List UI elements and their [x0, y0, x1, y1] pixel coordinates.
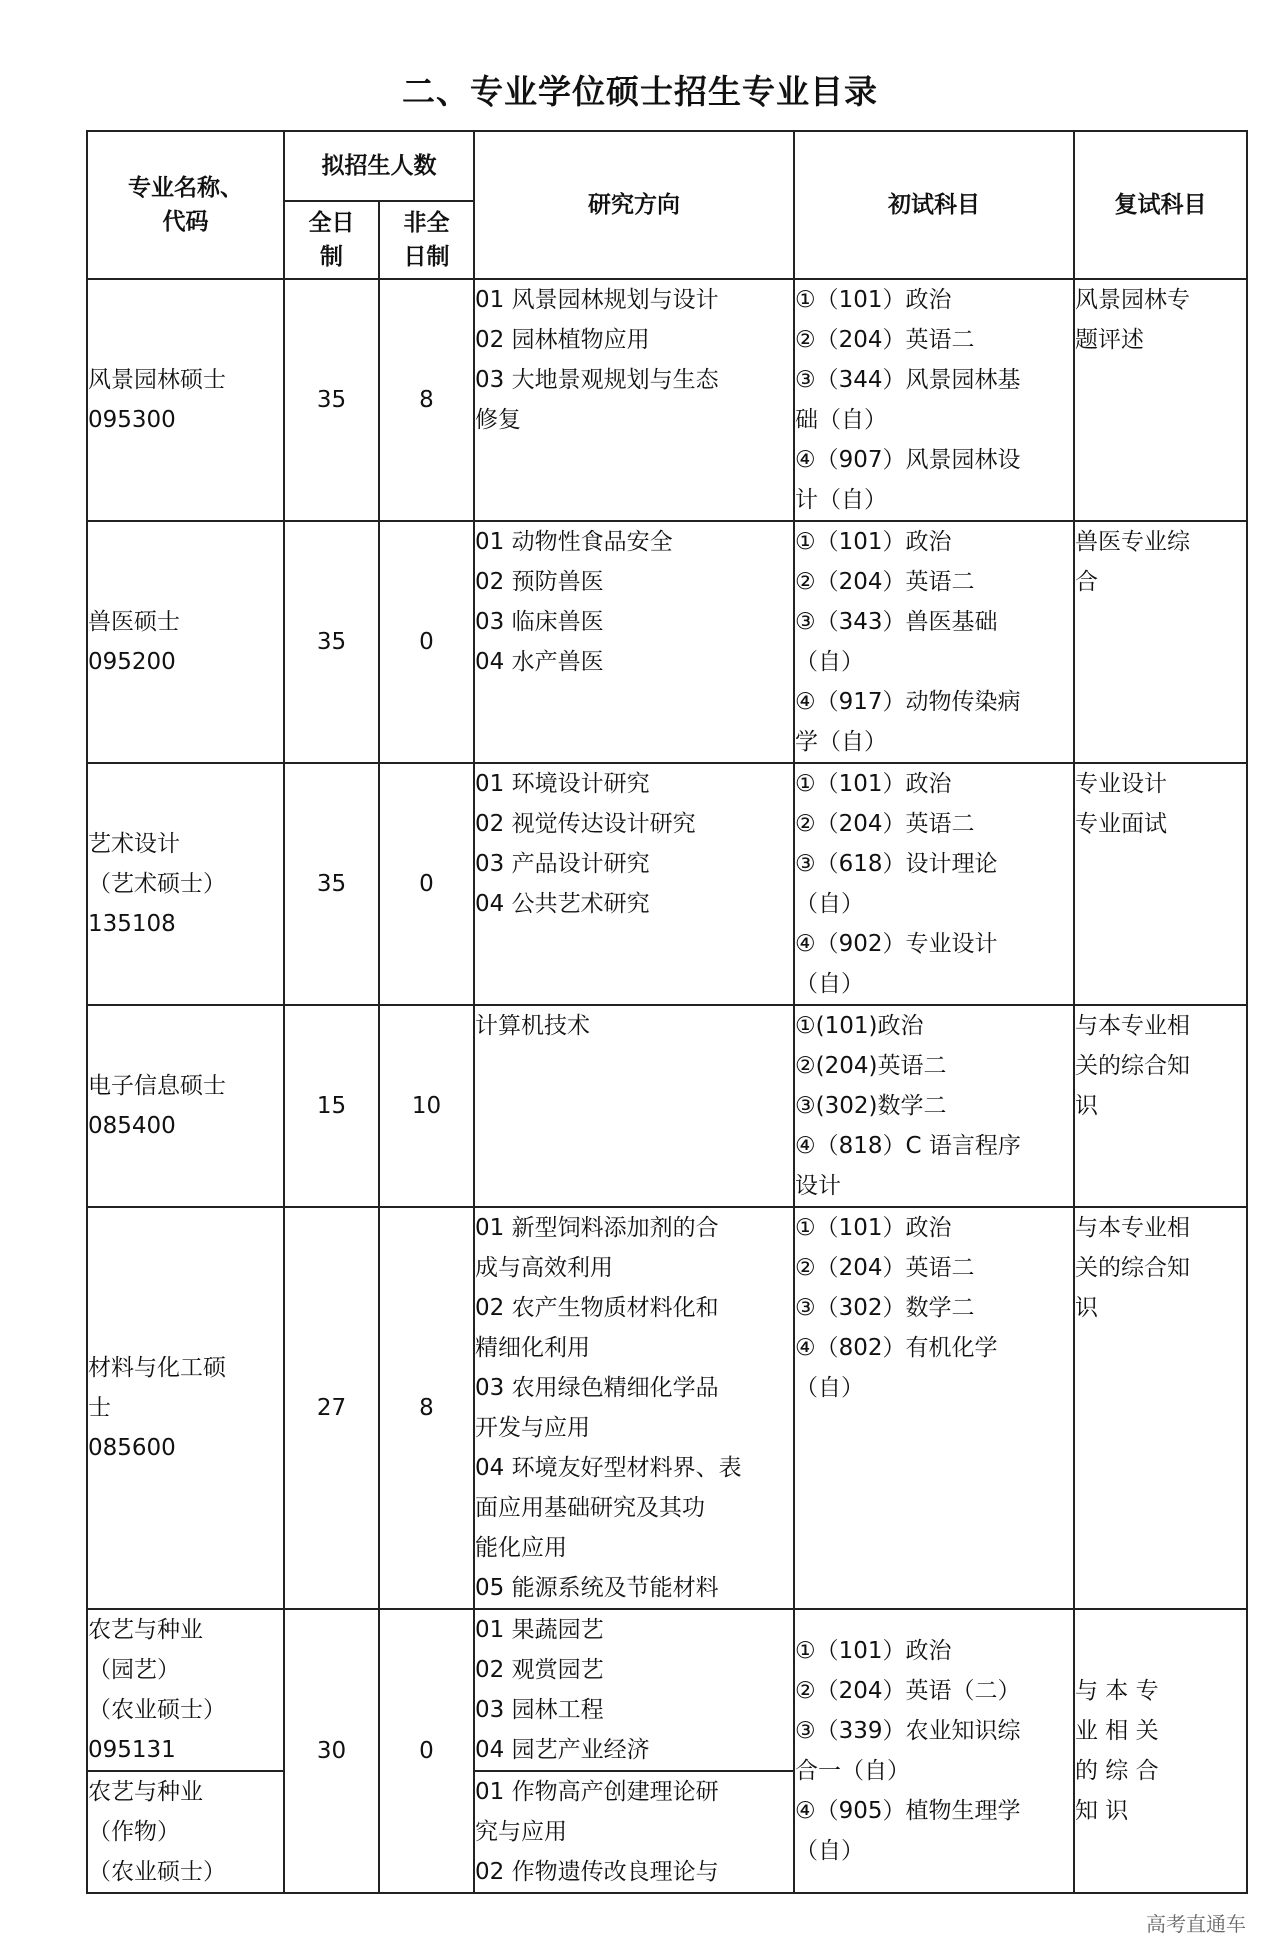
- text-line: 关的综合知: [1075, 1255, 1190, 1281]
- table-row: [87, 1005, 1247, 1207]
- major-name: [87, 279, 284, 521]
- text-line: 02 视觉传达设计研究: [475, 811, 696, 837]
- fulltime-count: 35: [284, 521, 379, 763]
- text-line: 与 本 专: [1075, 1678, 1159, 1704]
- parttime-count: 0: [379, 763, 474, 1005]
- text-line: 关的综合知: [1075, 1053, 1190, 1079]
- text-line: 01 动物性食品安全: [475, 529, 673, 555]
- text-line: （自）: [795, 1838, 864, 1864]
- header-enroll: 拟招生人数: [284, 131, 474, 201]
- header-parttime: 非全 日制: [379, 201, 474, 279]
- page-title: 二、专业学位硕士招生专业目录: [402, 72, 878, 111]
- catalog-table: [86, 130, 1248, 1894]
- text-line: （园艺）: [88, 1657, 180, 1683]
- major-name: [87, 521, 284, 763]
- fulltime-count: 27: [284, 1207, 379, 1609]
- header-fulltime: 全日 制: [284, 201, 379, 279]
- text-line: ①（101）政治: [795, 771, 952, 797]
- text-line: （自）: [795, 891, 864, 917]
- text-line: 专业面试: [1075, 811, 1167, 837]
- text-line: 095300: [88, 407, 176, 433]
- major-name: [87, 763, 284, 1005]
- major-name: [87, 1207, 284, 1609]
- retest-subjects: [1074, 1207, 1247, 1609]
- text-line: 04 环境友好型材料界、表: [475, 1455, 742, 1481]
- text-line: 识: [1075, 1295, 1098, 1321]
- text-line: ②（204）英语二: [795, 327, 975, 353]
- text-line: 与本专业相: [1075, 1013, 1190, 1039]
- parttime-count: 8: [379, 279, 474, 521]
- text-line: 04 园艺产业经济: [475, 1737, 650, 1763]
- text-line: 095200: [88, 649, 176, 675]
- text-line: 03 产品设计研究: [475, 851, 650, 877]
- text-line: 开发与应用: [475, 1415, 590, 1441]
- retest-subjects: [1074, 279, 1247, 521]
- text-line: 03 农用绿色精细化学品: [475, 1375, 719, 1401]
- research-direction: [474, 1005, 794, 1207]
- text-line: ④（818）C 语言程序: [795, 1133, 1021, 1159]
- text-line: 04 水产兽医: [475, 649, 604, 675]
- text-line: 兽医硕士: [88, 609, 180, 635]
- text-line: 01 果蔬园艺: [475, 1617, 604, 1643]
- text-line: ②（204）英语（二）: [795, 1678, 1021, 1704]
- text-line: 能化应用: [475, 1535, 567, 1561]
- text-line: （农业硕士）: [88, 1697, 226, 1723]
- text-line: 识: [1075, 1093, 1098, 1119]
- watermark: 高考直通车: [1146, 1912, 1246, 1936]
- table-row: [87, 279, 1247, 521]
- text-line: 02 预防兽医: [475, 569, 604, 595]
- parttime-count: 10: [379, 1005, 474, 1207]
- text-line: 业 相 关: [1075, 1718, 1159, 1744]
- fulltime-count: 30: [284, 1609, 379, 1893]
- text-line: ③（339）农业知识综: [795, 1718, 1021, 1744]
- text-line: 农艺与种业: [88, 1617, 203, 1643]
- major-name: [87, 1771, 284, 1893]
- text-line: 精细化利用: [475, 1335, 590, 1361]
- research-direction: [474, 1609, 794, 1771]
- text-line: 03 大地景观规划与生态: [475, 367, 719, 393]
- text-line: 础（自）: [795, 407, 887, 433]
- text-line: 面应用基础研究及其功: [475, 1495, 705, 1521]
- text-line: 计算机技术: [475, 1013, 590, 1039]
- text-line: （自）: [795, 1375, 864, 1401]
- research-direction: [474, 1771, 794, 1893]
- text-line: ①(101)政治: [795, 1013, 924, 1039]
- major-name: [87, 1609, 284, 1771]
- text-line: ③（344）风景园林基: [795, 367, 1021, 393]
- text-line: 085600: [88, 1435, 176, 1461]
- header-direction: 研究方向: [474, 131, 794, 279]
- text-line: ②（204）英语二: [795, 569, 975, 595]
- text-line: 士: [88, 1395, 111, 1421]
- text-line: （艺术硕士）: [88, 871, 226, 897]
- header-retest: 复试科目: [1074, 131, 1247, 279]
- text-line: 05 能源系统及节能材料: [475, 1575, 719, 1601]
- text-line: 电子信息硕士: [88, 1073, 226, 1099]
- text-line: （农业硕士）: [88, 1859, 226, 1885]
- text-line: 合: [1075, 569, 1098, 595]
- text-line: 艺术设计: [88, 831, 180, 857]
- text-line: 题评述: [1075, 327, 1144, 353]
- text-line: 知 识: [1075, 1798, 1129, 1824]
- fulltime-count: 15: [284, 1005, 379, 1207]
- header-initial: 初试科目: [794, 131, 1074, 279]
- research-direction: [474, 763, 794, 1005]
- text-line: 02 园林植物应用: [475, 327, 650, 353]
- text-line: 01 新型饲料添加剂的合: [475, 1215, 719, 1241]
- text-line: ③(302)数学二: [795, 1093, 947, 1119]
- research-direction: [474, 279, 794, 521]
- text-line: ④（905）植物生理学: [795, 1798, 1021, 1824]
- major-name: [87, 1005, 284, 1207]
- text-line: ③（618）设计理论: [795, 851, 998, 877]
- text-line: 材料与化工硕: [88, 1355, 226, 1381]
- text-line: 01 风景园林规划与设计: [475, 287, 719, 313]
- text-line: ①（101）政治: [795, 287, 952, 313]
- initial-subjects: [794, 279, 1074, 521]
- text-line: （自）: [795, 649, 864, 675]
- text-line: 设计: [795, 1173, 841, 1199]
- text-line: 风景园林硕士: [88, 367, 226, 393]
- text-line: ④（802）有机化学: [795, 1335, 998, 1361]
- initial-subjects: [794, 1207, 1074, 1609]
- text-line: （自）: [795, 971, 864, 997]
- text-line: 02 农产生物质材料化和: [475, 1295, 719, 1321]
- retest-subjects: [1074, 1609, 1247, 1893]
- retest-subjects: [1074, 521, 1247, 763]
- text-line: 01 环境设计研究: [475, 771, 650, 797]
- table-row: [87, 1207, 1247, 1609]
- text-line: 01 作物高产创建理论研: [475, 1779, 719, 1805]
- text-line: ④（907）风景园林设: [795, 447, 1021, 473]
- text-line: ④（902）专业设计: [795, 931, 998, 957]
- text-line: 085400: [88, 1113, 176, 1139]
- text-line: 03 园林工程: [475, 1697, 604, 1723]
- text-line: 究与应用: [475, 1819, 567, 1845]
- text-line: 03 临床兽医: [475, 609, 604, 635]
- text-line: 成与高效利用: [475, 1255, 613, 1281]
- parttime-count: 0: [379, 1609, 474, 1893]
- text-line: 兽医专业综: [1075, 529, 1190, 555]
- table-row: [87, 1609, 1247, 1771]
- retest-subjects: [1074, 1005, 1247, 1207]
- text-line: （作物）: [88, 1819, 180, 1845]
- initial-subjects: [794, 763, 1074, 1005]
- table-row: [87, 521, 1247, 763]
- text-line: 风景园林专: [1075, 287, 1190, 313]
- text-line: ①（101）政治: [795, 1215, 952, 1241]
- research-direction: [474, 1207, 794, 1609]
- text-line: 修复: [475, 407, 521, 433]
- text-line: 专业设计: [1075, 771, 1167, 797]
- text-line: 合一（自）: [795, 1758, 910, 1784]
- fulltime-count: 35: [284, 763, 379, 1005]
- initial-subjects: [794, 1609, 1074, 1893]
- text-line: ③（302）数学二: [795, 1295, 975, 1321]
- text-line: 农艺与种业: [88, 1779, 203, 1805]
- text-line: ③（343）兽医基础: [795, 609, 998, 635]
- text-line: 的 综 合: [1075, 1758, 1159, 1784]
- table-row: [87, 763, 1247, 1005]
- text-line: ④（917）动物传染病: [795, 689, 1021, 715]
- text-line: 计（自）: [795, 487, 887, 513]
- text-line: 095131: [88, 1737, 176, 1763]
- text-line: ②（204）英语二: [795, 811, 975, 837]
- fulltime-count: 35: [284, 279, 379, 521]
- text-line: 与本专业相: [1075, 1215, 1190, 1241]
- research-direction: [474, 521, 794, 763]
- text-line: ②（204）英语二: [795, 1255, 975, 1281]
- text-line: 135108: [88, 911, 176, 937]
- initial-subjects: [794, 521, 1074, 763]
- text-line: ①（101）政治: [795, 1638, 952, 1664]
- retest-subjects: [1074, 763, 1247, 1005]
- text-line: 02 观赏园艺: [475, 1657, 604, 1683]
- parttime-count: 0: [379, 521, 474, 763]
- text-line: 02 作物遗传改良理论与: [475, 1859, 719, 1885]
- text-line: ②(204)英语二: [795, 1053, 947, 1079]
- initial-subjects: [794, 1005, 1074, 1207]
- header-major: 专业名称、 代码: [87, 131, 284, 279]
- parttime-count: 8: [379, 1207, 474, 1609]
- text-line: 学（自）: [795, 729, 887, 755]
- text-line: ①（101）政治: [795, 529, 952, 555]
- text-line: 04 公共艺术研究: [475, 891, 650, 917]
